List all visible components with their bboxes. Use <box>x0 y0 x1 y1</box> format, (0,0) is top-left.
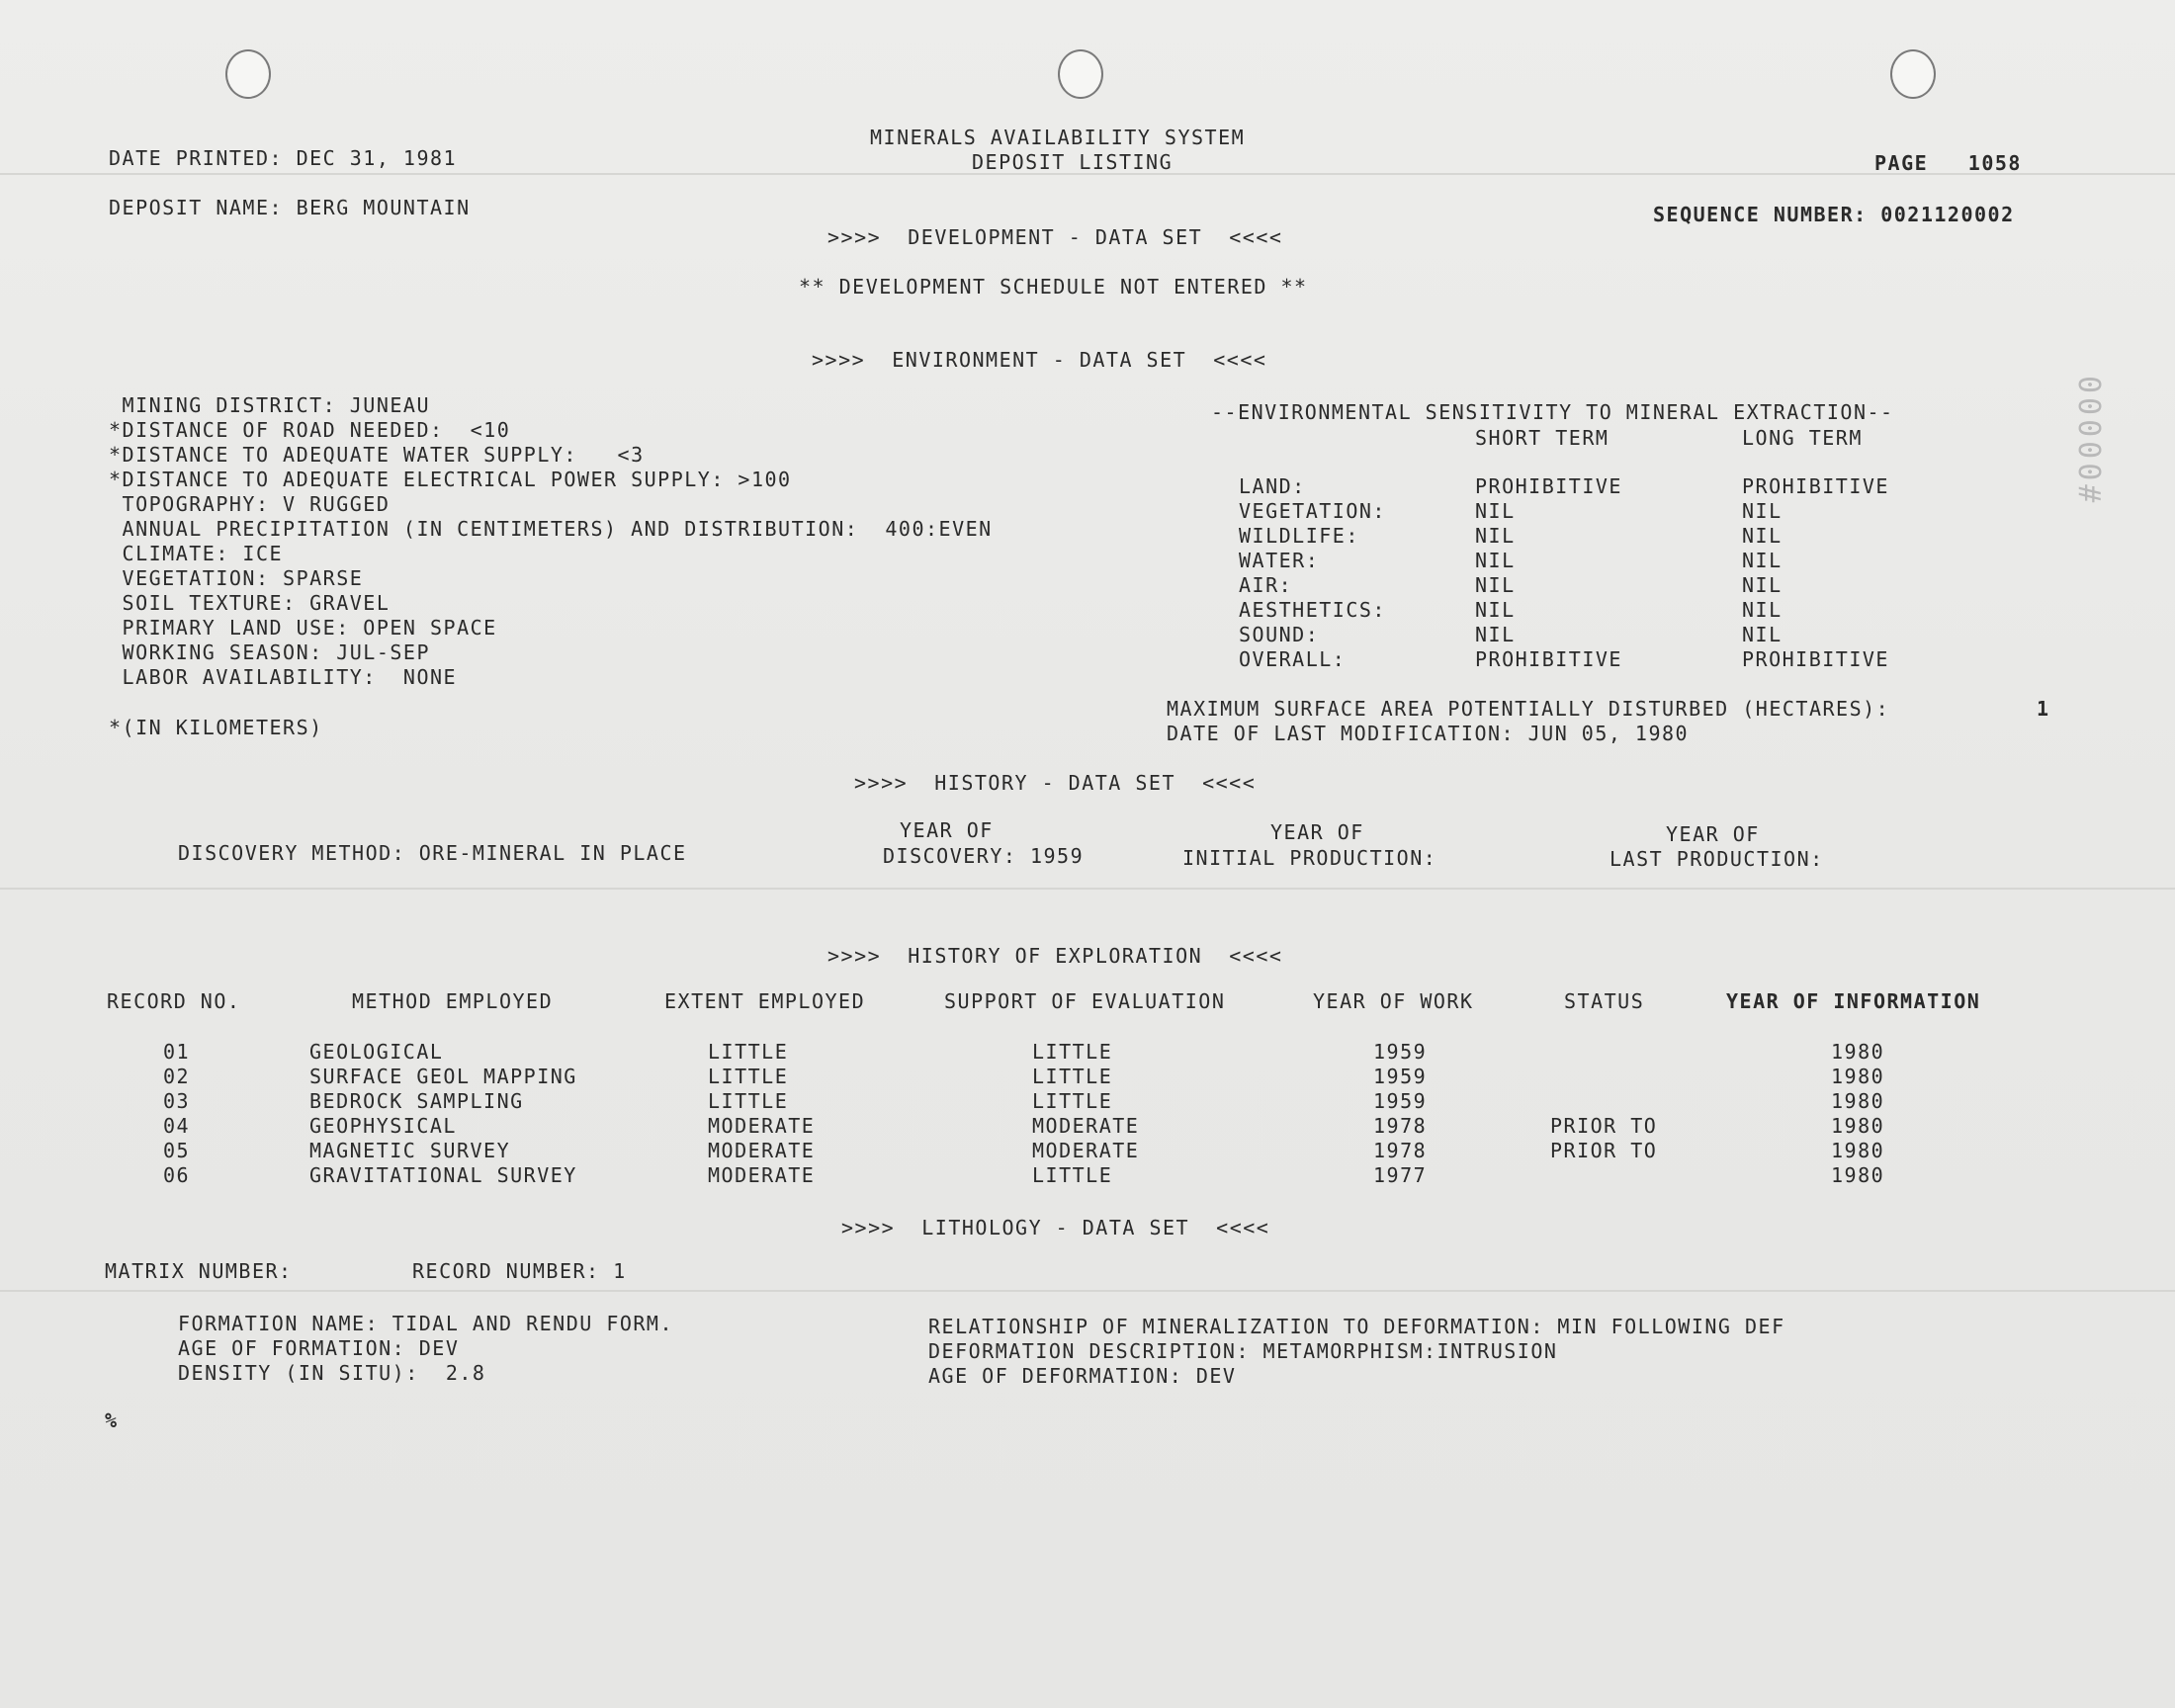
environment-attributes <box>109 393 993 690</box>
exploration-header-row <box>0 989 2175 1015</box>
short-term-value: NIL <box>1475 549 1516 572</box>
env-attribute: *DISTANCE TO ADEQUATE WATER SUPPLY: <3 <box>109 443 645 467</box>
table-row <box>0 1163 2175 1188</box>
long-term-header: LONG TERM <box>1742 426 1863 450</box>
table-row <box>0 1065 2175 1089</box>
support-of-evaluation: MODERATE <box>1032 1139 1140 1162</box>
col-support: SUPPORT OF EVALUATION <box>944 989 1226 1013</box>
extent-employed: LITTLE <box>708 1040 789 1064</box>
support-of-evaluation: MODERATE <box>1032 1114 1140 1138</box>
extent-employed: LITTLE <box>708 1089 789 1113</box>
long-term-value: NIL <box>1742 598 1783 622</box>
development-note: ** DEVELOPMENT SCHEDULE NOT ENTERED ** <box>799 275 1308 299</box>
env-attribute: MINING DISTRICT: JUNEAU <box>109 393 430 417</box>
history-heading: >>>> HISTORY - DATA SET <<<< <box>854 771 1257 795</box>
extent-employed: MODERATE <box>708 1139 816 1162</box>
env-attribute: *DISTANCE OF ROAD NEEDED: <10 <box>109 418 511 442</box>
matrix-number: MATRIX NUMBER: <box>105 1259 293 1283</box>
lithology-heading: >>>> LITHOLOGY - DATA SET <<<< <box>841 1216 1270 1239</box>
sensitivity-label: WATER: <box>1239 549 1320 572</box>
record-no: 06 <box>163 1163 191 1187</box>
table-row <box>0 1139 2175 1163</box>
sequence-number: SEQUENCE NUMBER: 0021120002 <box>1653 203 2015 226</box>
short-term-value: NIL <box>1475 573 1516 597</box>
short-term-value: PROHIBITIVE <box>1475 647 1622 671</box>
sensitivity-label: AESTHETICS: <box>1239 598 1386 622</box>
long-term-value: NIL <box>1742 524 1783 548</box>
record-no: 04 <box>163 1114 191 1138</box>
end-mark: % <box>105 1409 119 1432</box>
record-no: 05 <box>163 1139 191 1162</box>
year-of-work: 1978 <box>1373 1139 1428 1162</box>
method-employed: MAGNETIC SURVEY <box>309 1139 511 1162</box>
date-printed: DATE PRINTED: DEC 31, 1981 <box>109 146 458 170</box>
support-of-evaluation: LITTLE <box>1032 1065 1113 1088</box>
formation-name: FORMATION NAME: TIDAL AND RENDU FORM. <box>178 1312 674 1335</box>
extent-employed: MODERATE <box>708 1114 816 1138</box>
record-no: 02 <box>163 1065 191 1088</box>
col-record-no: RECORD NO. <box>107 989 241 1013</box>
age-of-formation: AGE OF FORMATION: DEV <box>178 1336 460 1360</box>
punch-hole <box>225 49 271 99</box>
col-year-of-work: YEAR OF WORK <box>1313 989 1474 1013</box>
age-of-deformation: AGE OF DEFORMATION: DEV <box>928 1364 1237 1388</box>
deformation-description: DEFORMATION DESCRIPTION: METAMORPHISM:INTRUSION <box>928 1339 1558 1363</box>
short-term-value: PROHIBITIVE <box>1475 474 1622 498</box>
status: PRIOR TO <box>1550 1139 1658 1162</box>
deposit-name: DEPOSIT NAME: BERG MOUNTAIN <box>109 196 471 219</box>
initial-production: INITIAL PRODUCTION: <box>1182 846 1437 870</box>
env-attribute: WORKING SEASON: JUL-SEP <box>109 640 430 664</box>
year-of-information: 1980 <box>1831 1163 1885 1187</box>
method-employed: GRAVITATIONAL SURVEY <box>309 1163 577 1187</box>
table-row <box>0 1040 2175 1065</box>
punch-hole <box>1058 49 1103 99</box>
development-heading: >>>> DEVELOPMENT - DATA SET <<<< <box>827 225 1283 249</box>
max-area-value: 1 <box>2037 697 2050 721</box>
fold-line <box>0 888 2175 890</box>
record-number: RECORD NUMBER: 1 <box>412 1259 627 1283</box>
environment-heading: >>>> ENVIRONMENT - DATA SET <<<< <box>812 348 1267 372</box>
year-of-work: 1959 <box>1373 1040 1428 1064</box>
support-of-evaluation: LITTLE <box>1032 1089 1113 1113</box>
support-of-evaluation: LITTLE <box>1032 1163 1113 1187</box>
short-term-value: NIL <box>1475 524 1516 548</box>
env-attribute: CLIMATE: ICE <box>109 542 284 565</box>
col-status: STATUS <box>1564 989 1645 1013</box>
long-term-value: NIL <box>1742 499 1783 523</box>
env-attribute: SOIL TEXTURE: GRAVEL <box>109 591 391 615</box>
col-method: METHOD EMPLOYED <box>352 989 554 1013</box>
sensitivity-title: --ENVIRONMENTAL SENSITIVITY TO MINERAL EXTRACTION-- <box>1211 400 1894 424</box>
env-attribute: TOPOGRAPHY: V RUGGED <box>109 492 391 516</box>
long-term-value: NIL <box>1742 573 1783 597</box>
status: PRIOR TO <box>1550 1114 1658 1138</box>
sensitivity-label: AIR: <box>1239 573 1293 597</box>
short-term-header: SHORT TERM <box>1475 426 1610 450</box>
page-number: PAGE 1058 <box>1874 151 2022 175</box>
exploration-heading: >>>> HISTORY OF EXPLORATION <<<< <box>827 944 1283 968</box>
last-production: LAST PRODUCTION: <box>1610 847 1824 871</box>
fold-line <box>0 1290 2175 1292</box>
discovery-method: DISCOVERY METHOD: ORE-MINERAL IN PLACE <box>178 841 687 865</box>
year-of-work: 1959 <box>1373 1089 1428 1113</box>
short-term-value: NIL <box>1475 623 1516 646</box>
listing-title: DEPOSIT LISTING <box>972 150 1174 174</box>
env-attribute: LABOR AVAILABILITY: NONE <box>109 665 458 689</box>
support-of-evaluation: LITTLE <box>1032 1040 1113 1064</box>
method-employed: SURFACE GEOL MAPPING <box>309 1065 577 1088</box>
discovery-year: DISCOVERY: 1959 <box>883 844 1085 868</box>
margin-mark: 00000# <box>2071 376 2106 507</box>
col-year-of-info: YEAR OF INFORMATION <box>1726 989 1981 1013</box>
short-term-value: NIL <box>1475 499 1516 523</box>
punch-hole <box>1890 49 1936 99</box>
year-of-work: 1959 <box>1373 1065 1428 1088</box>
sensitivity-label: LAND: <box>1239 474 1306 498</box>
sensitivity-label: WILDLIFE: <box>1239 524 1359 548</box>
short-term-value: NIL <box>1475 598 1516 622</box>
col-extent: EXTENT EMPLOYED <box>664 989 866 1013</box>
sensitivity-label: SOUND: <box>1239 623 1320 646</box>
long-term-value: NIL <box>1742 549 1783 572</box>
env-attribute: VEGETATION: SPARSE <box>109 566 364 590</box>
year-of-label: YEAR OF <box>900 818 994 842</box>
max-area-label: MAXIMUM SURFACE AREA POTENTIALLY DISTURBED (HECTARES): <box>1167 697 1890 721</box>
long-term-value: PROHIBITIVE <box>1742 474 1889 498</box>
mineralization-relationship: RELATIONSHIP OF MINERALIZATION TO DEFORMATION: MIN FOLLOWING DEF <box>928 1315 1785 1338</box>
year-of-information: 1980 <box>1831 1114 1885 1138</box>
env-attribute: ANNUAL PRECIPITATION (IN CENTIMETERS) AND DISTRIBUTION: 400:EVEN <box>109 517 993 541</box>
table-row <box>0 1089 2175 1114</box>
record-no: 01 <box>163 1040 191 1064</box>
method-employed: BEDROCK SAMPLING <box>309 1089 524 1113</box>
extent-employed: LITTLE <box>708 1065 789 1088</box>
km-footnote: *(IN KILOMETERS) <box>109 716 323 739</box>
density: DENSITY (IN SITU): 2.8 <box>178 1361 486 1385</box>
sensitivity-label: VEGETATION: <box>1239 499 1386 523</box>
extent-employed: MODERATE <box>708 1163 816 1187</box>
record-no: 03 <box>163 1089 191 1113</box>
year-of-label: YEAR OF <box>1270 820 1364 844</box>
table-row <box>0 1114 2175 1139</box>
method-employed: GEOPHYSICAL <box>309 1114 457 1138</box>
exploration-table <box>0 1040 2175 1188</box>
long-term-value: NIL <box>1742 623 1783 646</box>
year-of-information: 1980 <box>1831 1139 1885 1162</box>
year-of-information: 1980 <box>1831 1089 1885 1113</box>
env-attribute: *DISTANCE TO ADEQUATE ELECTRICAL POWER SUPPLY: >100 <box>109 468 792 491</box>
year-of-information: 1980 <box>1831 1065 1885 1088</box>
long-term-value: PROHIBITIVE <box>1742 647 1889 671</box>
year-of-information: 1980 <box>1831 1040 1885 1064</box>
env-attribute: PRIMARY LAND USE: OPEN SPACE <box>109 616 497 640</box>
system-title: MINERALS AVAILABILITY SYSTEM <box>870 126 1246 149</box>
year-of-work: 1978 <box>1373 1114 1428 1138</box>
method-employed: GEOLOGICAL <box>309 1040 444 1064</box>
sensitivity-label: OVERALL: <box>1239 647 1347 671</box>
last-modification: DATE OF LAST MODIFICATION: JUN 05, 1980 <box>1167 722 1690 745</box>
year-of-label: YEAR OF <box>1666 822 1760 846</box>
year-of-work: 1977 <box>1373 1163 1428 1187</box>
